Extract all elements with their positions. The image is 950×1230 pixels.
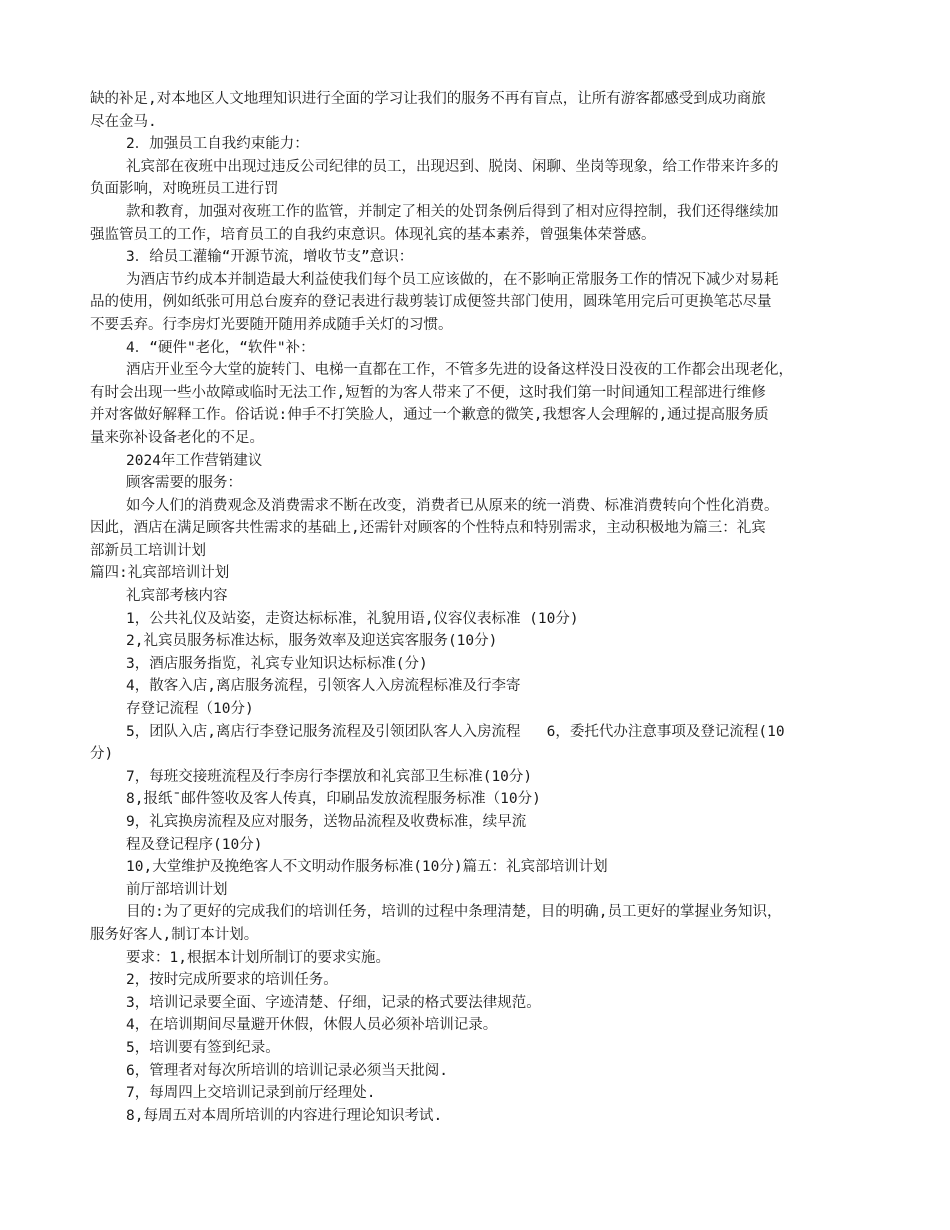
text-line: 篇四:礼宾部培训计划 <box>90 565 230 582</box>
text-line: 3．给员工灌输“开源节流，增收节支”意识： <box>126 249 414 266</box>
text-line: 4．“硬件"老化，“软件"补： <box>126 339 315 356</box>
text-line: 强监管员工的工作，培育员工的自我约束意识。体现礼宾的基本素养，曾强集体荣誉感。 <box>90 226 656 243</box>
text-line: 负面影响，对晚班员工进行罚 <box>90 181 279 198</box>
text-line: 前厅部培训计划 <box>126 881 228 898</box>
text-line: 礼宾部考核内容 <box>126 588 228 605</box>
text-line: 5，培训要有签到纪录。 <box>126 1039 280 1056</box>
text-line: 1，公共礼仪及站姿，走资达标标准，礼貌用语,仪容仪表标准 (10分) <box>126 610 579 627</box>
text-line: 量来弥补设备老化的不足。 <box>90 429 264 446</box>
text-line: 4，在培训期间尽量避开休假，休假人员必须补培训记录。 <box>126 1017 498 1034</box>
document-body <box>90 88 880 1127</box>
text-line: 要求：1,根据本计划所制订的要求实施。 <box>126 949 390 966</box>
text-line: 10,大堂维护及挽绝客人不文明动作服务标准(10分)篇五：礼宾部培训计划 <box>126 859 608 876</box>
text-line: 7，每班交接班流程及行李房行李摆放和礼宾部卫生标准(10分) <box>126 768 533 785</box>
text-line: 5，团队入店,离店行李登记服务流程及引领团队客人入房流程 6，委托代办注意事项及登记流程(10 <box>126 723 785 740</box>
text-line: 2,礼宾员服务标准达标，服务效率及迎送宾客服务(10分) <box>126 633 498 650</box>
text-line: 服务好客人,制订本计划。 <box>90 926 259 943</box>
text-line: 8,每周五对本周所培训的内容进行理论知识考试. <box>126 1107 443 1124</box>
text-line: 缺的补足,对本地区人文地理知识进行全面的学习让我们的服务不再有盲点，让所有游客都感受到成功商旅 <box>90 91 766 107</box>
text-line: 2．加强员工自我约束能力： <box>126 136 309 153</box>
text-line: 6，管理者对每次所培训的培训记录必须当天批阅. <box>126 1062 448 1079</box>
text-line: 存登记流程（10分) <box>126 701 254 718</box>
text-line: 2024年工作营销建议 <box>126 452 263 469</box>
text-line: 款和教育，加强对夜班工作的监管，并制定了相关的处罚条例后得到了相对应得控制，我们还得继续加 <box>126 203 779 220</box>
text-line: 程及登记程序(10分) <box>126 836 263 853</box>
text-line: 8,报纸¯邮件签收及客人传真，印刷品发放流程服务标准（10分) <box>126 791 541 808</box>
text-line: 目的:为了更好的完成我们的培训任务，培训的过程中条理清楚，目的明确,员工更好的掌握业务知识， <box>126 904 782 921</box>
text-line: 并对客做好解释工作。俗话说:伸手不打笑脸人，通过一个歉意的微笑,我想客人会理解的,通过提高服务质 <box>90 407 769 424</box>
text-line: 如今人们的消费观念及消费需求不断在改变，消费者已从原来的统一消费、标准消费转向个性化消费。 <box>126 497 779 514</box>
text-line: 3，酒店服务指览，礼宾专业知识达标标准(分) <box>126 655 428 672</box>
text-line: 酒店开业至今大堂的旋转门、电梯一直都在工作，不管多先进的设备这样没日没夜的工作都会出现老化， <box>126 362 793 379</box>
text-line: 因此，酒店在满足顾客共性需求的基础上,还需针对顾客的个性特点和特别需求，主动积极地为篇三：礼宾 <box>90 520 766 537</box>
text-line: 尽在金马. <box>90 113 157 130</box>
text-line: 7，每周四上交培训记录到前厅经理处. <box>126 1085 376 1102</box>
text-line: 分) <box>90 746 114 763</box>
text-line: 不要丢弃。行李房灯光要随开随用养成随手关灯的习惯。 <box>90 316 453 333</box>
text-line: 2，按时完成所要求的培训任务。 <box>126 972 338 989</box>
text-line: 9，礼宾换房流程及应对服务，送物品流程及收费标准，续早流 <box>126 814 527 830</box>
text-line: 礼宾部在夜班中出现过违反公司纪律的员工，出现迟到、脱岗、闲聊、坐岗等现象，给工作带来许多的 <box>126 158 779 175</box>
text-line: 有时会出现一些小故障或临时无法工作,短暂的为客人带来了不便，这时我们第一时间通知工程部进行维修 <box>90 384 766 401</box>
text-line: 顾客需要的服务： <box>126 475 242 492</box>
text-line: 4，散客入店,离店服务流程，引领客人入房流程标准及行李寄 <box>126 678 521 695</box>
text-line: 品的使用，例如纸张可用总台废弃的登记表进行裁剪装订成便签共部门使用，圆珠笔用完后可更换笔芯尽量 <box>90 294 772 311</box>
text-line: 为酒店节约成本并制造最大利益使我们每个员工应该做的，在不影响正常服务工作的情况下减少对易耗 <box>126 271 779 288</box>
text-line: 部新员工培训计划 <box>90 542 206 559</box>
text-line: 3，培训记录要全面、字迹清楚、仔细，记录的格式要法律规范。 <box>126 994 541 1011</box>
